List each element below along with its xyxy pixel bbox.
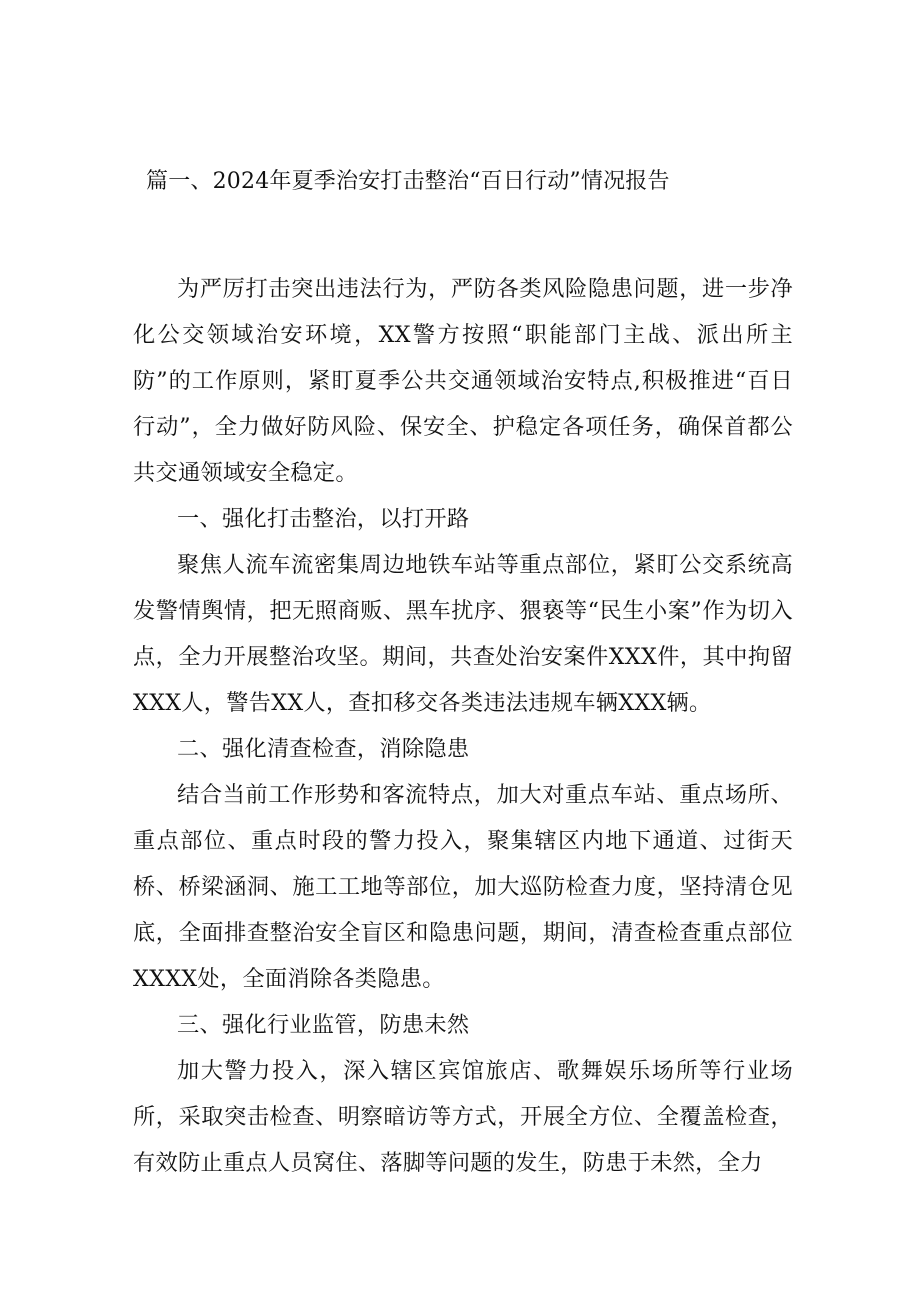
section-3-paragraph: 加大警力投入，深入辖区宾馆旅店、歌舞娱乐场所等行业场所，采取突击检查、明察暗访等方式，开展全方位、全覆盖检查，有效防止重点人员窝住、落脚等问题的发生，防患于未然，全力 xyxy=(133,1058,793,1176)
intro-paragraph: 为严厉打击突出违法行为，严防各类风险隐患问题，进一步净化公交领域治安环境，XX警方按照“职能部门主战、派出所主防”的工作原则，紧盯夏季公共交通领域治安特点,积极推进“百日行动”，全力做好防风险、保安全、护稳定各项任务，确保首都公共交通领域安全稳定。 xyxy=(133,276,793,486)
section-3-heading: 三、强化行业监管，防患未然 xyxy=(177,1012,470,1038)
section-2-paragraph: 结合当前工作形势和客流特点，加大对重点车站、重点场所、重点部位、重点时段的警力投入，聚集辖区内地下通道、过街天桥、桥梁涵洞、施工工地等部位，加大巡防检查力度，坚持清仓见底，全面排查整治安全盲区和隐患问题，期间，清查检查重点部位XXXX处，全面消除各类隐患。 xyxy=(133,782,793,992)
section-2-heading: 二、强化清查检查，消除隐患 xyxy=(177,736,470,762)
section-1-heading: 一、强化打击整治，以打开路 xyxy=(177,506,470,532)
section-1-paragraph: 聚焦人流车流密集周边地铁车站等重点部位，紧盯公交系统高发警情舆情，把无照商贩、黑车扰序、猥亵等“民生小案”作为切入点，全力开展整治攻坚。期间，共查处治安案件XXX件，其中拘留XXX人，警告XX人，查扣移交各类违法违规车辆XXX辆。 xyxy=(133,552,793,716)
document-body xyxy=(133,266,793,1186)
document-title: 篇一、2024年夏季治安打击整治“百日行动”情况报告 xyxy=(146,169,670,194)
